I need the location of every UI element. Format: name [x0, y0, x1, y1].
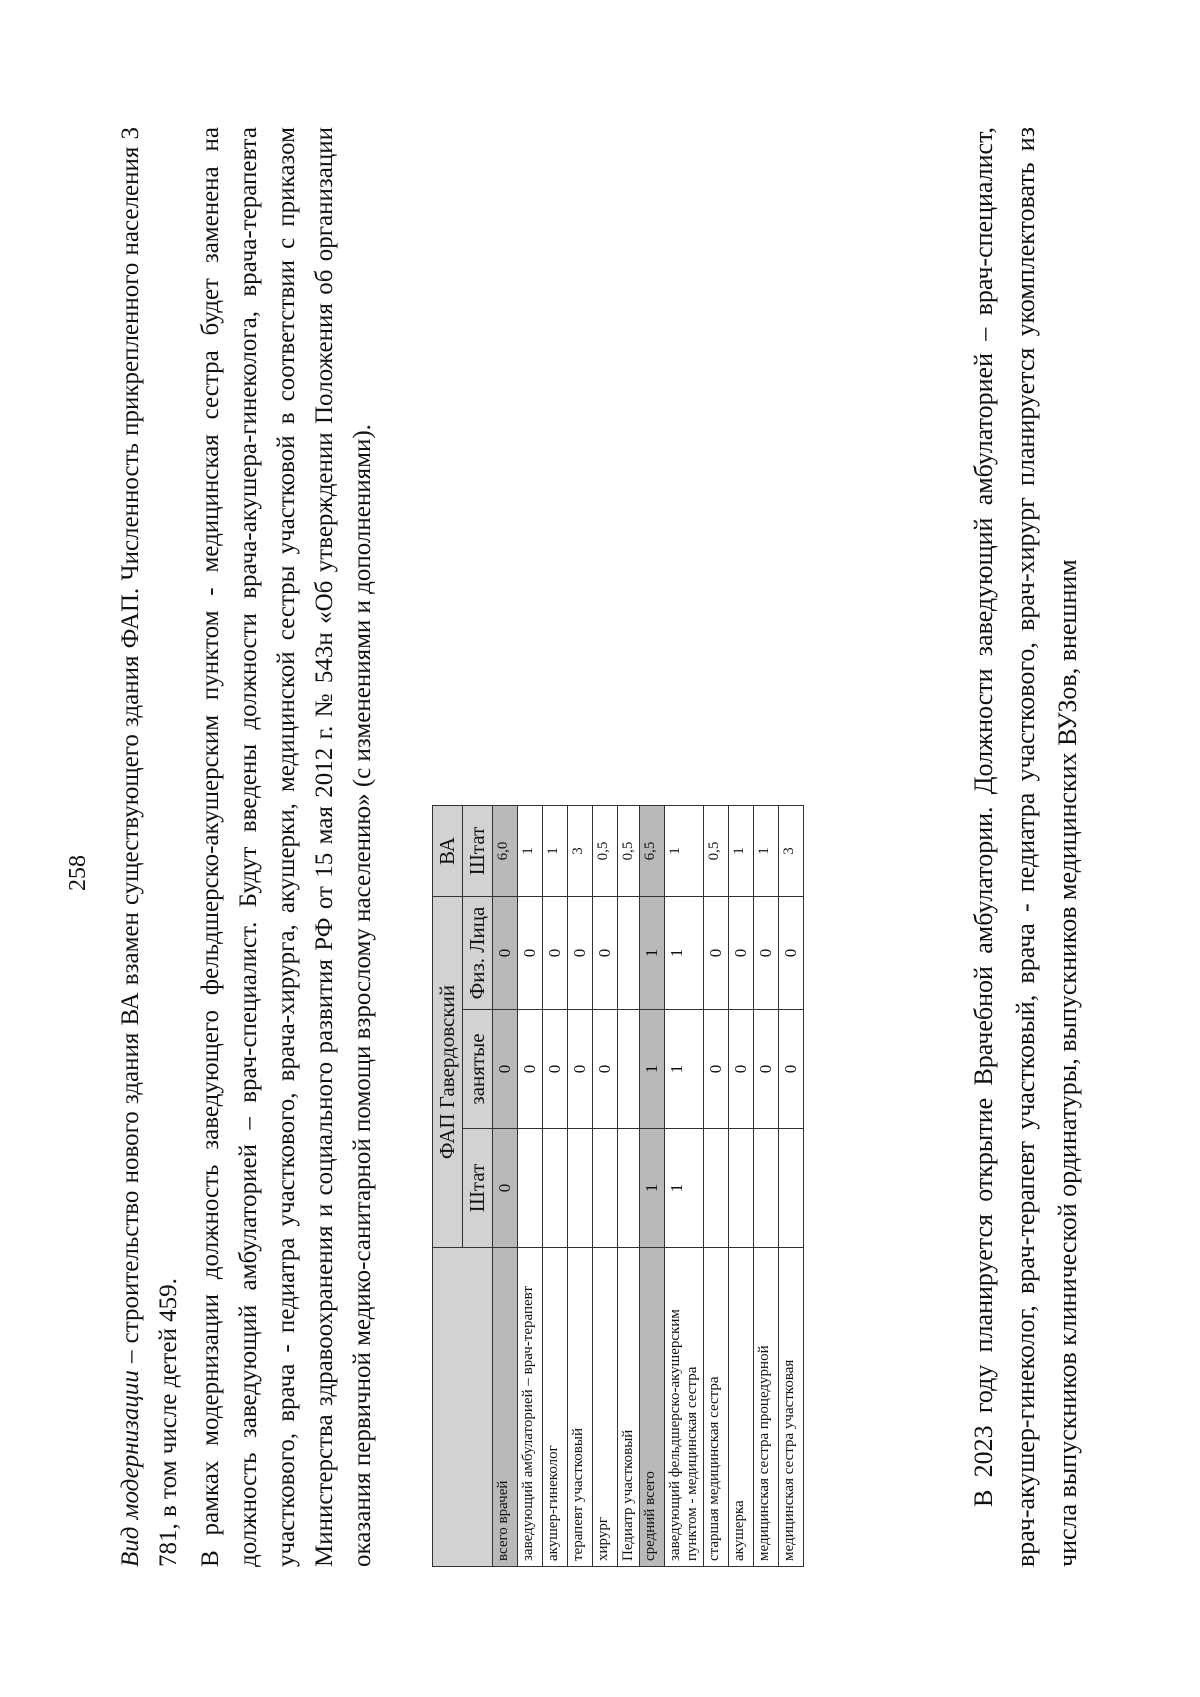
fiz-cell: 0	[593, 897, 618, 1010]
ba-cell: 1	[665, 806, 704, 897]
ba-cell: 0,5	[593, 806, 618, 897]
table-row	[704, 806, 729, 1567]
shtat-cell	[754, 1129, 779, 1248]
table-row	[665, 806, 704, 1567]
position-cell: акушерка	[729, 1248, 754, 1567]
fiz-cell: 0	[729, 897, 754, 1010]
position-cell: хирург	[593, 1248, 618, 1567]
shtat-cell	[618, 1129, 640, 1248]
position-cell: заведующий фельдшерско-акушерским пунктом - медицинская сестра	[665, 1248, 704, 1567]
shtat-cell	[593, 1129, 618, 1248]
zanyatye-cell: 1	[665, 1010, 704, 1129]
col-ba-shtat: Штат	[463, 806, 493, 897]
position-header	[433, 1248, 493, 1567]
fap-group-header: ФАП Гавердовский	[433, 897, 463, 1248]
zanyatye-cell: 0	[593, 1010, 618, 1129]
zanyatye-cell: 0	[493, 1010, 518, 1129]
position-cell: акушер-гинеколог	[543, 1248, 568, 1567]
ba-cell: 3	[779, 806, 804, 897]
paragraph-modernization-type	[112, 127, 188, 1567]
zanyatye-cell: 0	[704, 1010, 729, 1129]
shtat-cell: 0	[493, 1129, 518, 1248]
ba-cell: 1	[729, 806, 754, 897]
position-cell: средний всего	[640, 1248, 665, 1567]
fiz-cell: 1	[665, 897, 704, 1010]
zanyatye-cell: 0	[729, 1010, 754, 1129]
ba-cell: 6,5	[640, 806, 665, 897]
col-fiz-litsa: Физ. Лица	[463, 897, 493, 1010]
position-cell: Педиатр участковый	[618, 1248, 640, 1567]
fiz-cell	[618, 897, 640, 1010]
opening-plan-text: В 2023 году планируется открытие Врачебной амбулатории. Должности заведующий амбулаторией – врач-специалист, врач-акушер-гинеколог, врач-терапевт участковый, врача - педиатра участкового, врач-хирург планируется укомплектовать из числа выпускников клинической ординатуры, выпускников медицинских ВУЗов, внешним	[969, 127, 1082, 1567]
col-shtat: Штат	[463, 1129, 493, 1248]
table-row	[568, 806, 593, 1567]
zanyatye-cell: 1	[640, 1010, 665, 1129]
ba-cell: 1	[754, 806, 779, 897]
table-row	[493, 806, 518, 1567]
shtat-cell	[543, 1129, 568, 1248]
table-row	[640, 806, 665, 1567]
shtat-cell	[704, 1129, 729, 1248]
shtat-cell	[779, 1129, 804, 1248]
paragraph-staff-changes	[192, 127, 382, 1567]
table-row	[729, 806, 754, 1567]
fiz-cell: 0	[568, 897, 593, 1010]
shtat-cell: 1	[640, 1129, 665, 1248]
position-cell: терапевт участковый	[568, 1248, 593, 1567]
fiz-cell: 0	[704, 897, 729, 1010]
ba-cell: 3	[568, 806, 593, 897]
shtat-cell: 1	[665, 1129, 704, 1248]
shtat-cell	[518, 1129, 543, 1248]
modernization-label: Вид модернизации	[117, 1370, 144, 1567]
fiz-cell: 0	[754, 897, 779, 1010]
position-cell: медицинская сестра процедурной	[754, 1248, 779, 1567]
table-row	[779, 806, 804, 1567]
modernization-text: – строительство нового здания ВА взамен существующего здания ФАП. Численность прикрепленного населения 3 781, в том числе детей 459.	[117, 127, 182, 1567]
zanyatye-cell: 0	[568, 1010, 593, 1129]
zanyatye-cell: 0	[754, 1010, 779, 1129]
table-row	[754, 806, 779, 1567]
col-zanyatye: занятые	[463, 1010, 493, 1129]
position-cell: заведующий амбулаторией – врач-терапевт	[518, 1248, 543, 1567]
ba-group-header: ВА	[433, 806, 463, 897]
fiz-cell: 1	[640, 897, 665, 1010]
table-row	[543, 806, 568, 1567]
position-cell: медицинская сестра участковая	[779, 1248, 804, 1567]
ba-cell: 1	[518, 806, 543, 897]
fiz-cell: 0	[493, 897, 518, 1010]
zanyatye-cell: 0	[543, 1010, 568, 1129]
zanyatye-cell: 0	[779, 1010, 804, 1129]
paragraph-opening-plan	[963, 127, 1089, 1567]
position-cell: всего врачей	[493, 1248, 518, 1567]
zanyatye-cell: 0	[518, 1010, 543, 1129]
staff-changes-text: В рамках модернизации должность заведующего фельдшерско-акушерским пунктом - медицинская сестра будет заменена на должность заведующий амбулаторией – врач-специалист. Будут введены должности врача-акушера-гинеколога, врача-терапевта участкового, врача - педиатра участкового, врача-хирурга, акушерки, медицинской сестры участковой в соответствии с приказом Министерства здравоохранения и социального развития РФ от 15 мая 2012 г. № 543н «Об утверждении Положения об организации оказания первичной медико-санитарной помощи взрослому населению» (с изменениями и дополнениями).	[197, 127, 376, 1567]
page-number: 258	[65, 855, 91, 891]
zanyatye-cell	[618, 1010, 640, 1129]
ba-cell: 6,0	[493, 806, 518, 897]
table-row	[518, 806, 543, 1567]
ba-cell: 1	[543, 806, 568, 897]
shtat-cell	[729, 1129, 754, 1248]
fiz-cell: 0	[518, 897, 543, 1010]
fiz-cell: 0	[779, 897, 804, 1010]
ba-cell: 0,5	[704, 806, 729, 897]
fiz-cell: 0	[543, 897, 568, 1010]
table-row	[618, 806, 640, 1567]
ba-cell: 0,5	[618, 806, 640, 897]
shtat-cell	[568, 1129, 593, 1248]
position-cell: старшая медицинская сестра	[704, 1248, 729, 1567]
staffing-table	[432, 805, 804, 1567]
table-row	[593, 806, 618, 1567]
